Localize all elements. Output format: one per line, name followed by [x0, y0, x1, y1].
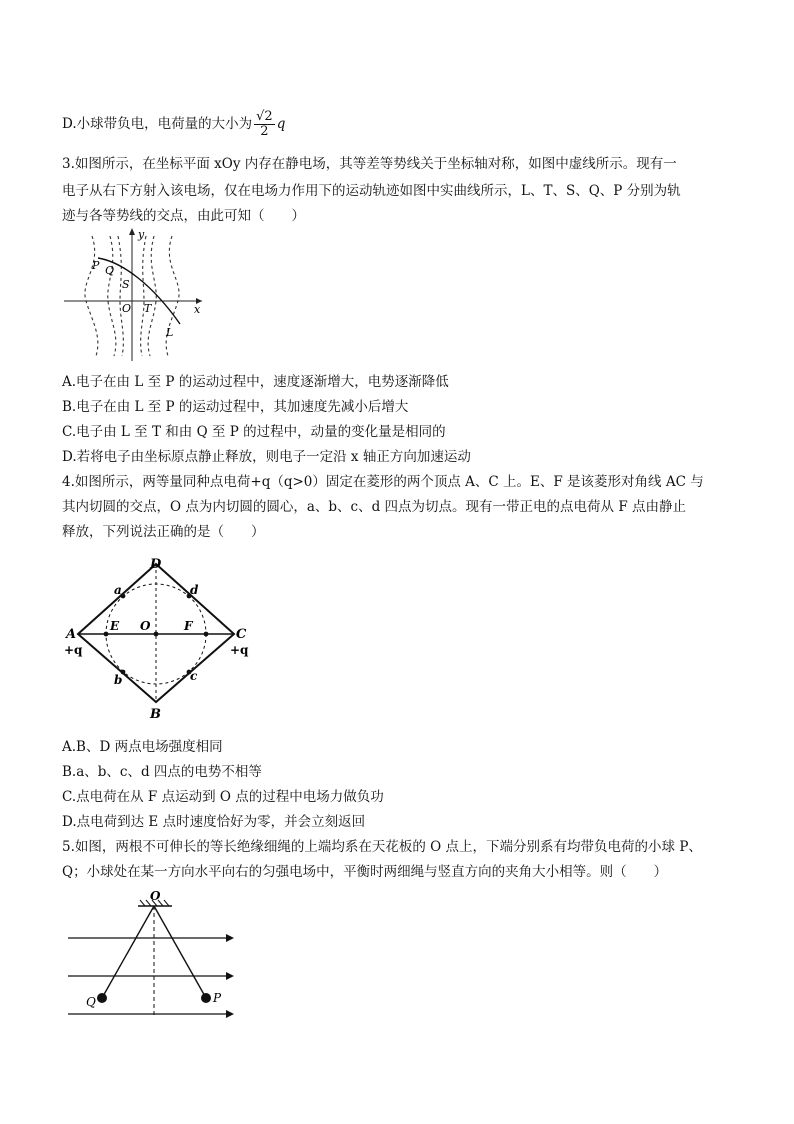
- point-c-label: C: [236, 627, 247, 642]
- q4-option-b: B.a、b、c、d 四点的电势不相等: [62, 764, 262, 780]
- charge-a-label: +q: [64, 643, 83, 657]
- x-label: x: [194, 303, 201, 316]
- y-axis-arrow: [129, 228, 135, 235]
- q2-option-d: [62, 110, 285, 139]
- q4-stem-line-3: 释放，下列说法正确的是（ ）: [62, 524, 265, 540]
- q4-option-d: D.点电荷到达 E 点时速度恰好为零，并会立刻返回: [62, 814, 366, 830]
- point-t-label: T: [144, 302, 152, 315]
- fraction-denominator: 2: [260, 124, 269, 139]
- q3-stem-line-3: 迹与各等势线的交点，由此可知（ ）: [62, 208, 305, 224]
- q4-rhombus-figure: [62, 552, 262, 724]
- point-d-tangent-label: d: [190, 583, 199, 597]
- q3-option-a: A.电子在由 L 至 P 的运动过程中，速度逐渐增大，电势逐渐降低: [62, 374, 449, 390]
- q3-option-d: D.若将电子由坐标原点静止释放，则电子一定沿 x 轴正方向加速运动: [62, 449, 471, 465]
- q2-option-d-text: D.小球带负电，电荷量的大小为: [62, 116, 253, 132]
- q4-stem-line-1: 4.如图所示，两等量同种点电荷+q（q>0）固定在菱形的两个顶点 A、C 上。E、F 是该菱形对角线 AC 与: [62, 474, 704, 490]
- point-p-label: P: [92, 259, 100, 272]
- q3-equipotential-figure: [62, 226, 212, 366]
- q4-stem-line-2: 其内切圆的交点，O 点为内切圆的圆心，a、b、c、d 四点为切点。现有一带正电的点电荷从 F 点由静止: [62, 499, 686, 515]
- point-f-label: F: [184, 619, 193, 633]
- point-b-tangent-label: b: [114, 673, 123, 687]
- y-label: y: [138, 228, 145, 241]
- origin-label: O: [122, 302, 132, 315]
- string-p: [154, 906, 206, 998]
- point-d-label: D: [150, 557, 162, 572]
- q3-stem-line-2: 电子从右下方射入该电场，仅在电场力作用下的运动轨迹如图中实曲线所示，L、T、S、Q、P 分别为轨: [62, 183, 681, 199]
- point-a-tangent-label: a: [114, 583, 122, 597]
- field-arrows: [226, 934, 234, 1018]
- ball-p-label: P: [213, 991, 222, 1005]
- q5-pendulum-figure: [62, 886, 242, 1026]
- string-q: [102, 906, 154, 998]
- point-c-tangent-label: c: [190, 669, 198, 683]
- point-l-label: L: [166, 326, 174, 339]
- point-q-label: Q: [105, 264, 115, 277]
- q4-option-c: C.点电荷在从 F 点运动到 O 点的过程中电场力做负功: [62, 789, 384, 805]
- point-o-label: O: [140, 619, 151, 633]
- ball-q: [97, 993, 107, 1003]
- point-s-label: S: [122, 278, 130, 291]
- q4-option-a: A.B、D 两点电场强度相同: [62, 739, 223, 755]
- ball-p: [201, 993, 211, 1003]
- q3-option-b: B.电子在由 L 至 P 的运动过程中，其加速度先减小后增大: [62, 399, 409, 415]
- fraction-numerator: √2: [256, 109, 273, 124]
- ball-q-label: Q: [86, 995, 96, 1009]
- charge-c-label: +q: [230, 643, 249, 657]
- q3-stem-line-1: 3.如图所示，在坐标平面 xOy 内存在静电场，其等差等势线关于坐标轴对称，如图中虚线所示。现有一: [62, 156, 677, 172]
- point-a-label: A: [66, 627, 77, 642]
- point-e-label: E: [110, 619, 120, 633]
- q2-option-d-variable: q: [276, 116, 286, 132]
- point-o-label: O: [150, 889, 161, 903]
- q3-option-c: C.电子由 L 至 T 和由 Q 至 P 的过程中，动量的变化量是相同的: [62, 424, 446, 440]
- q5-stem-line-2: Q；小球处在某一方向水平向右的匀强电场中，平衡时两细绳与竖直方向的夹角大小相等。则（ ）: [62, 864, 668, 880]
- q5-stem-line-1: 5.如图，两根不可伸长的等长绝缘细绳的上端均系在天花板的 O 点上，下端分别系有均带负电荷的小球 P、: [62, 839, 702, 855]
- point-b-label: B: [150, 707, 161, 722]
- q2-option-d-fraction: [254, 110, 275, 139]
